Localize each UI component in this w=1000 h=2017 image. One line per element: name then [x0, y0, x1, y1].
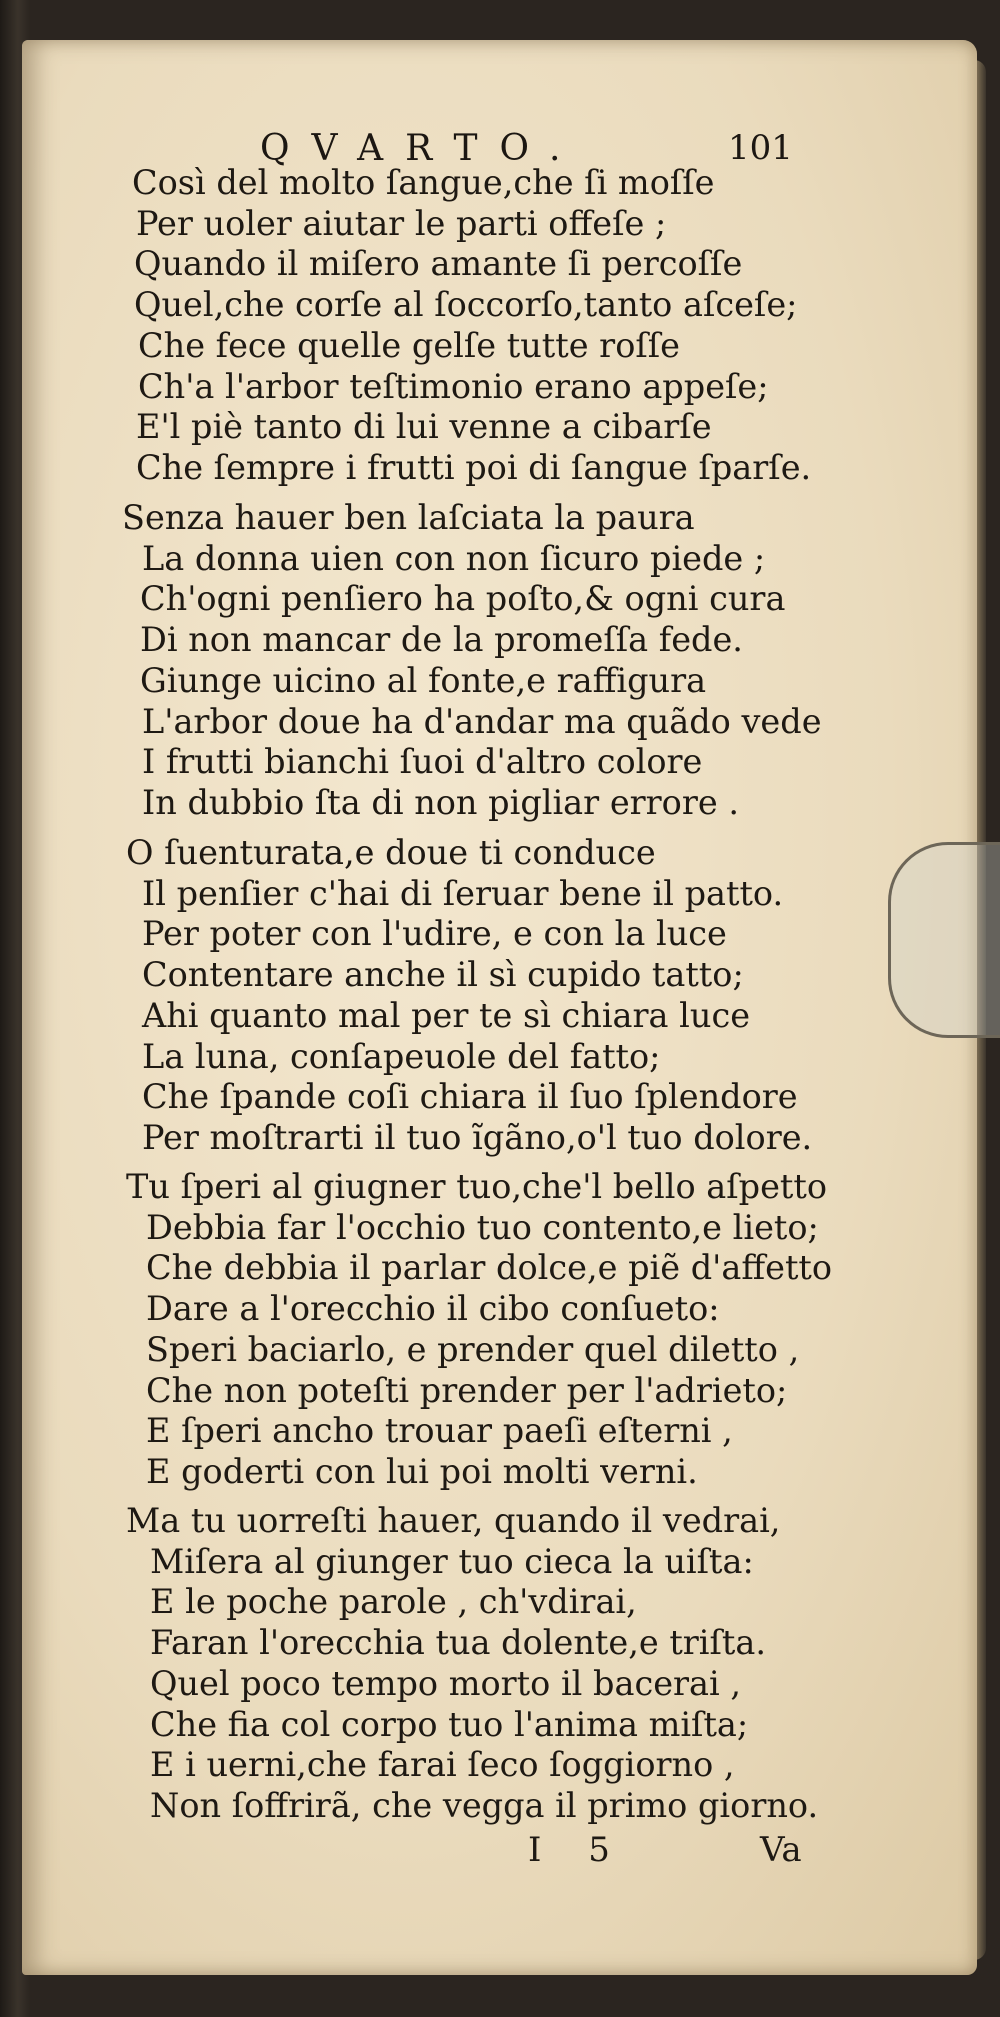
verse-line: Di non mancar de la promeſſa fede. — [140, 620, 743, 660]
verse-line: Dare a l'orecchio il cibo conſueto: — [146, 1289, 720, 1329]
verse-line: E le poche parole , ch'vdirai, — [150, 1582, 637, 1622]
verse-line: Che ſempre i frutti poi di ſangue ſparſe. — [136, 447, 812, 487]
verse-line: Non ſoffrirã, che vegga il primo giorno. — [150, 1785, 819, 1825]
verse-line: I frutti bianchi ſuoi d'altro colore — [142, 742, 703, 782]
verse-line: Giunge uicino al fonte,e raffigura — [140, 660, 707, 700]
verse-line: Miſera al giunger tuo cieca la uiſta: — [150, 1541, 754, 1581]
verse-line: Quel,che corſe al ſoccorſo,tanto aſceſe; — [134, 285, 798, 325]
verse-line: Speri baciarlo, e prender quel diletto , — [146, 1329, 800, 1369]
running-title: QVARTO. — [260, 128, 583, 169]
binder-clip — [888, 842, 1000, 1038]
verse-line: La luna, conſapeuole del fatto; — [142, 1036, 661, 1076]
verse-line: Per moſtrarti il tuo ĩgãno,o'l tuo dolore. — [142, 1117, 813, 1157]
verse-line: La donna uien con non ſicuro piede ; — [142, 538, 766, 578]
verse-line: Debbia far l'occhio tuo contento,e lieto; — [146, 1207, 819, 1247]
verse-line: E goderti con lui poi molti verni. — [146, 1451, 698, 1491]
verse-line: O ſuenturata,e doue ti conduce — [126, 833, 656, 872]
page-footer — [0, 1830, 1000, 1870]
verse-line: In dubbio ſta di non pigliar errore . — [142, 782, 739, 822]
verse-line: Ch'ogni penſiero ha poſto,& ogni cura — [140, 579, 786, 619]
verse-line: E ſperi ancho trouar paeſi eſterni , — [146, 1411, 733, 1451]
verse-line: Contentare anche il sì cupido tatto; — [142, 955, 744, 995]
verse-line: Ahi quanto mal per te sì chiara luce — [142, 995, 751, 1035]
verse-line: Quel poco tempo morto il bacerai , — [150, 1663, 742, 1703]
verse-line: Così del molto ſangue,che ſi moſſe — [132, 163, 715, 202]
verse-line: Ch'a l'arbor teſtimonio erano appeſe; — [138, 366, 769, 406]
verse-line: Per poter con l'udire, e con la luce — [142, 914, 727, 954]
verse-line: Che fece quelle gelſe tutte roſſe — [138, 325, 680, 365]
verse-line: E'l piè tanto di lui venne a cibarſe — [136, 407, 712, 447]
verse-line: Tu ſperi al giugner tuo,che'l bello aſpetto — [126, 1167, 828, 1206]
page-header — [0, 128, 1000, 168]
verse-line: Per uoler aiutar le parti offeſe ; — [136, 203, 667, 243]
catchword: Va — [760, 1830, 802, 1870]
verse-line: Faran l'orecchia tua dolente,e triſta. — [150, 1623, 766, 1663]
folio-number: 101 — [728, 128, 793, 168]
signature-mark: I 5 — [528, 1830, 628, 1870]
verse-line: Che fia col corpo tuo l'anima miſta; — [150, 1704, 749, 1744]
verse-line: E i uerni,che farai ſeco ſoggiorno , — [150, 1745, 735, 1785]
verse-line: Ma tu uorreſti hauer, quando il vedrai, — [126, 1501, 781, 1540]
verse-line: L'arbor doue ha d'andar ma quãdo vede — [142, 701, 822, 741]
verse-line: Che non poteſti prender per l'adrieto; — [146, 1370, 788, 1410]
verse-line: Quando il miſero amante ſi percoſſe — [134, 244, 743, 284]
verse-line: Il penſier c'hai di ſeruar bene il patto. — [142, 873, 784, 913]
verse-line: Che debbia il parlar dolce,e piẽ d'affetto — [146, 1248, 833, 1288]
verse-line: Che ſpande coſi chiara il ſuo ſplendore — [142, 1077, 798, 1117]
verse-line: Senza hauer ben laſciata la paura — [122, 498, 695, 537]
